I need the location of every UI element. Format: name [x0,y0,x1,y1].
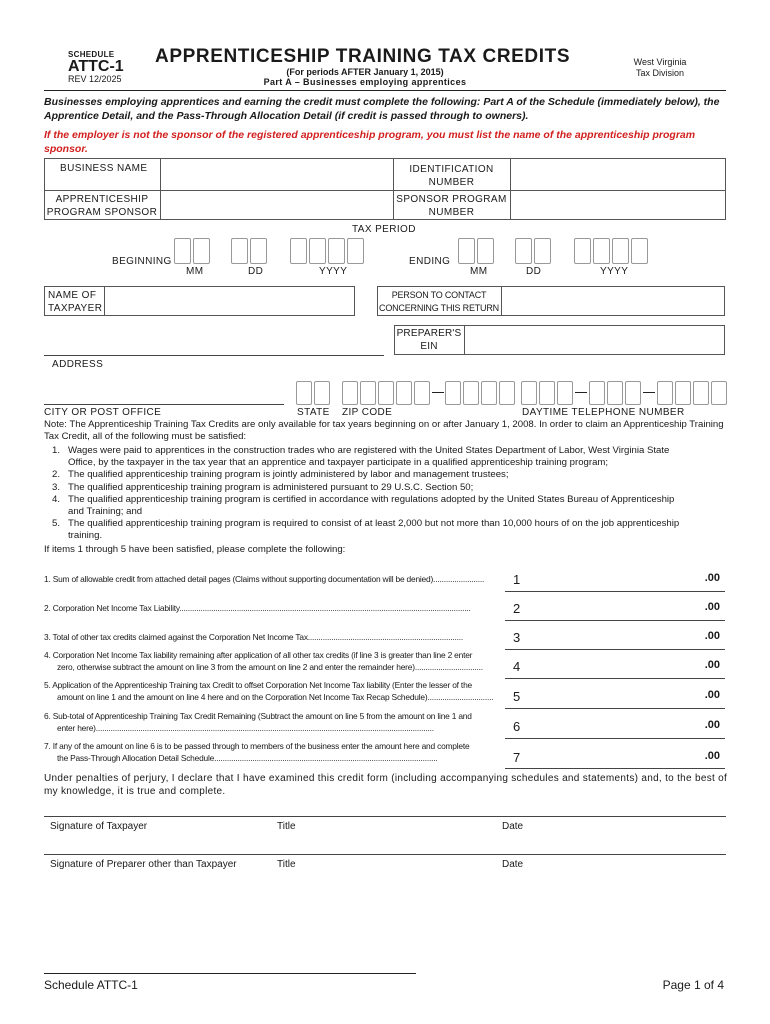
contact-field[interactable] [503,288,723,314]
list-item: 4. The qualified apprenticeship training program is certified in accordance with regulations adopted by the United States Bureau of Apprenticeship and Training; and [52,493,675,518]
line-1-number: 1 [513,572,521,587]
preparer-ein-label: PREPARER'S EIN [396,328,462,352]
phone-label: DAYTIME TELEPHONE NUMBER [522,407,685,418]
business-name-field[interactable] [162,160,392,189]
footer-rule [44,973,416,974]
sponsor-field[interactable] [162,192,392,219]
line-7-amount[interactable]: .00 [704,750,720,762]
sponsor-warning: If the employer is not the sponsor of the registered apprenticeship program, you must list the name of the apprenticeship program sponsor. [44,129,696,155]
line-5-text: 5. Application of the Apprenticeship Training tax Credit to offset Corporation Net Income Tax liability (Enter the lesser of the amount on line 1 and the amount on line 4 here and on the Corporation Net Income Tax Recap Schedule)............................... [44,680,494,702]
line-1-rule [505,591,725,592]
business-name-label: BUSINESS NAME [60,163,148,174]
taxpayer-signature-line[interactable] [44,816,726,817]
line-7-number: 7 [513,750,521,765]
begin-dd-label: DD [248,266,264,277]
line-4-number: 4 [513,659,521,674]
preparer-date-label: Date [502,859,524,870]
list-item: 5. The qualified apprenticeship training program is required to consist of at least 2,000 but not more than 10,000 hours of on the job apprenticeship training. [52,518,680,542]
preparer-signature-line[interactable] [44,854,726,855]
divider [501,286,502,316]
sponsor-number-label: SPONSOR PROGRAM NUMBER [396,194,507,218]
line-5-rule [505,708,725,709]
list-item: 2. The qualified apprenticeship training program is jointly administered by labor and management trustees; [52,469,509,481]
divider [104,286,105,316]
revision: REV 12/2025 [68,74,122,84]
schedule-label: SCHEDULE [68,50,115,59]
list-item: 3. The qualified apprenticeship training program is administered pursuant to 29 U.S.C. Section 50; [52,481,474,493]
taxpayer-name-field[interactable] [106,288,353,314]
header-rule [44,90,726,91]
end-yyyy-label: YYYY [600,266,629,277]
preparer-title-label: Title [277,859,296,870]
divider [510,158,511,220]
line-7-text: 7. If any of the amount on line 6 is to be passed through to members of the business enter the amount here and complete the Pass-Through Allocation Detail Schedule......................................................................................................... [44,741,470,763]
line-3-amount[interactable]: .00 [704,630,720,642]
address-label: ADDRESS [52,359,104,370]
contact-label: PERSON TO CONTACT CONCERNING THIS RETURN [379,290,499,313]
line-6-number: 6 [513,719,521,734]
satisfied-text: If items 1 through 5 have been satisfied, please complete the following: [44,544,346,555]
preparer-ein-field[interactable] [466,327,723,353]
divider [160,158,161,220]
line-7-rule [505,768,725,769]
zip-label: ZIP CODE [342,407,393,418]
taxpayer-date-label: Date [502,821,524,832]
subtitle-period: (For periods AFTER January 1, 2015) [286,67,444,77]
end-mm-label: MM [470,266,488,277]
note-text: Note: The Apprenticeship Training Tax Credits are only available for tax years beginning on or after January 1, 2008. In order to claim an Apprenticeship Training Tax Credit, all of the following must be satisfied: [44,419,724,443]
beginning-label: BEGINNING [112,256,172,267]
line-1-text: 1. Sum of allowable credit from attached detail pages (Claims without supporting documentation will be denied)........................ [44,574,485,584]
conditions-list [52,445,732,543]
perjury-statement: Under penalties of perjury, I declare that I have examined this credit form (including accompanying schedules and statements) and, to the best of my knowledge, it is true and complete. [44,773,728,797]
taxpayer-name-label: NAME OF TAXPAYER [48,290,103,314]
taxpayer-signature-label: Signature of Taxpayer [50,821,148,832]
line-3-number: 3 [513,630,521,645]
page-title: APPRENTICESHIP TRAINING TAX CREDITS [155,46,571,67]
divider [464,325,465,355]
subtitle-part: Part A – Businesses employing apprentices [263,77,467,87]
line-5-amount[interactable]: .00 [704,689,720,701]
preparer-signature-label: Signature of Preparer other than Taxpayer [50,859,237,870]
line-4-text: 4. Corporation Net Income Tax liability remaining after application of all other tax credits (if line 3 is greater than line 2 enter zero, otherwise subtract the amount on line 3 from the amount on line 2 and enter the remainder here)................................ [44,650,483,672]
sponsor-number-field[interactable] [512,192,724,219]
intro-text: Businesses employing apprentices and earning the credit must complete the following: Part A of the Schedule (immediately below), the Apprentice Detail, and the Pass-Through Allocation Detail (if credit is passed through to owners). [44,96,720,122]
tax-period-label: TAX PERIOD [352,224,416,235]
line-3-text: 3. Total of other tax credits claimed against the Corporation Net Income Tax......................................................................... [44,632,464,642]
end-dd-label: DD [526,266,542,277]
line-2-text: 2. Corporation Net Income Tax Liability......................................................................................................................................... [44,603,471,613]
line-2-amount[interactable]: .00 [704,601,720,613]
page-number: Page 1 of 4 [662,978,724,992]
line-3-rule [505,649,725,650]
line-5-number: 5 [513,689,521,704]
taxpayer-title-label: Title [277,821,296,832]
begin-yyyy-label: YYYY [319,266,348,277]
line-6-amount[interactable]: .00 [704,719,720,731]
ending-label: ENDING [409,256,451,267]
line-2-rule [505,620,725,621]
line-2-number: 2 [513,601,521,616]
agency-name: West Virginia Tax Division [633,57,687,78]
state-label: STATE [297,407,330,418]
city-line[interactable] [44,404,284,405]
city-label: CITY OR POST OFFICE [44,407,162,418]
line-4-amount[interactable]: .00 [704,659,720,671]
begin-mm-label: MM [186,266,204,277]
address-line[interactable] [44,355,384,356]
list-item: 1. Wages were paid to apprentices in the construction trades who are registered with the United States Department of Labor, West Virginia State Office, by the taxpayer in the tax year that an apprentice and taxpayer participate in a qualified apprenticeship training program; [52,445,670,469]
identification-field[interactable] [512,160,724,189]
footer-form-name: Schedule ATTC-1 [44,978,138,992]
identification-label: IDENTIFICATION NUMBER [409,164,494,188]
line-1-amount[interactable]: .00 [704,572,720,584]
sponsor-label: APPRENTICESHIP PROGRAM SPONSOR [46,194,158,218]
line-4-rule [505,678,725,679]
line-6-text: 6. Sub-total of Apprenticeship Training Tax Credit Remaining (Subtract the amount on line 5 from the amount on line 1 and enter here)............................................................................................................................................................... [44,711,472,733]
form-code: ATTC-1 [68,58,124,75]
line-6-rule [505,738,725,739]
divider [44,190,726,191]
